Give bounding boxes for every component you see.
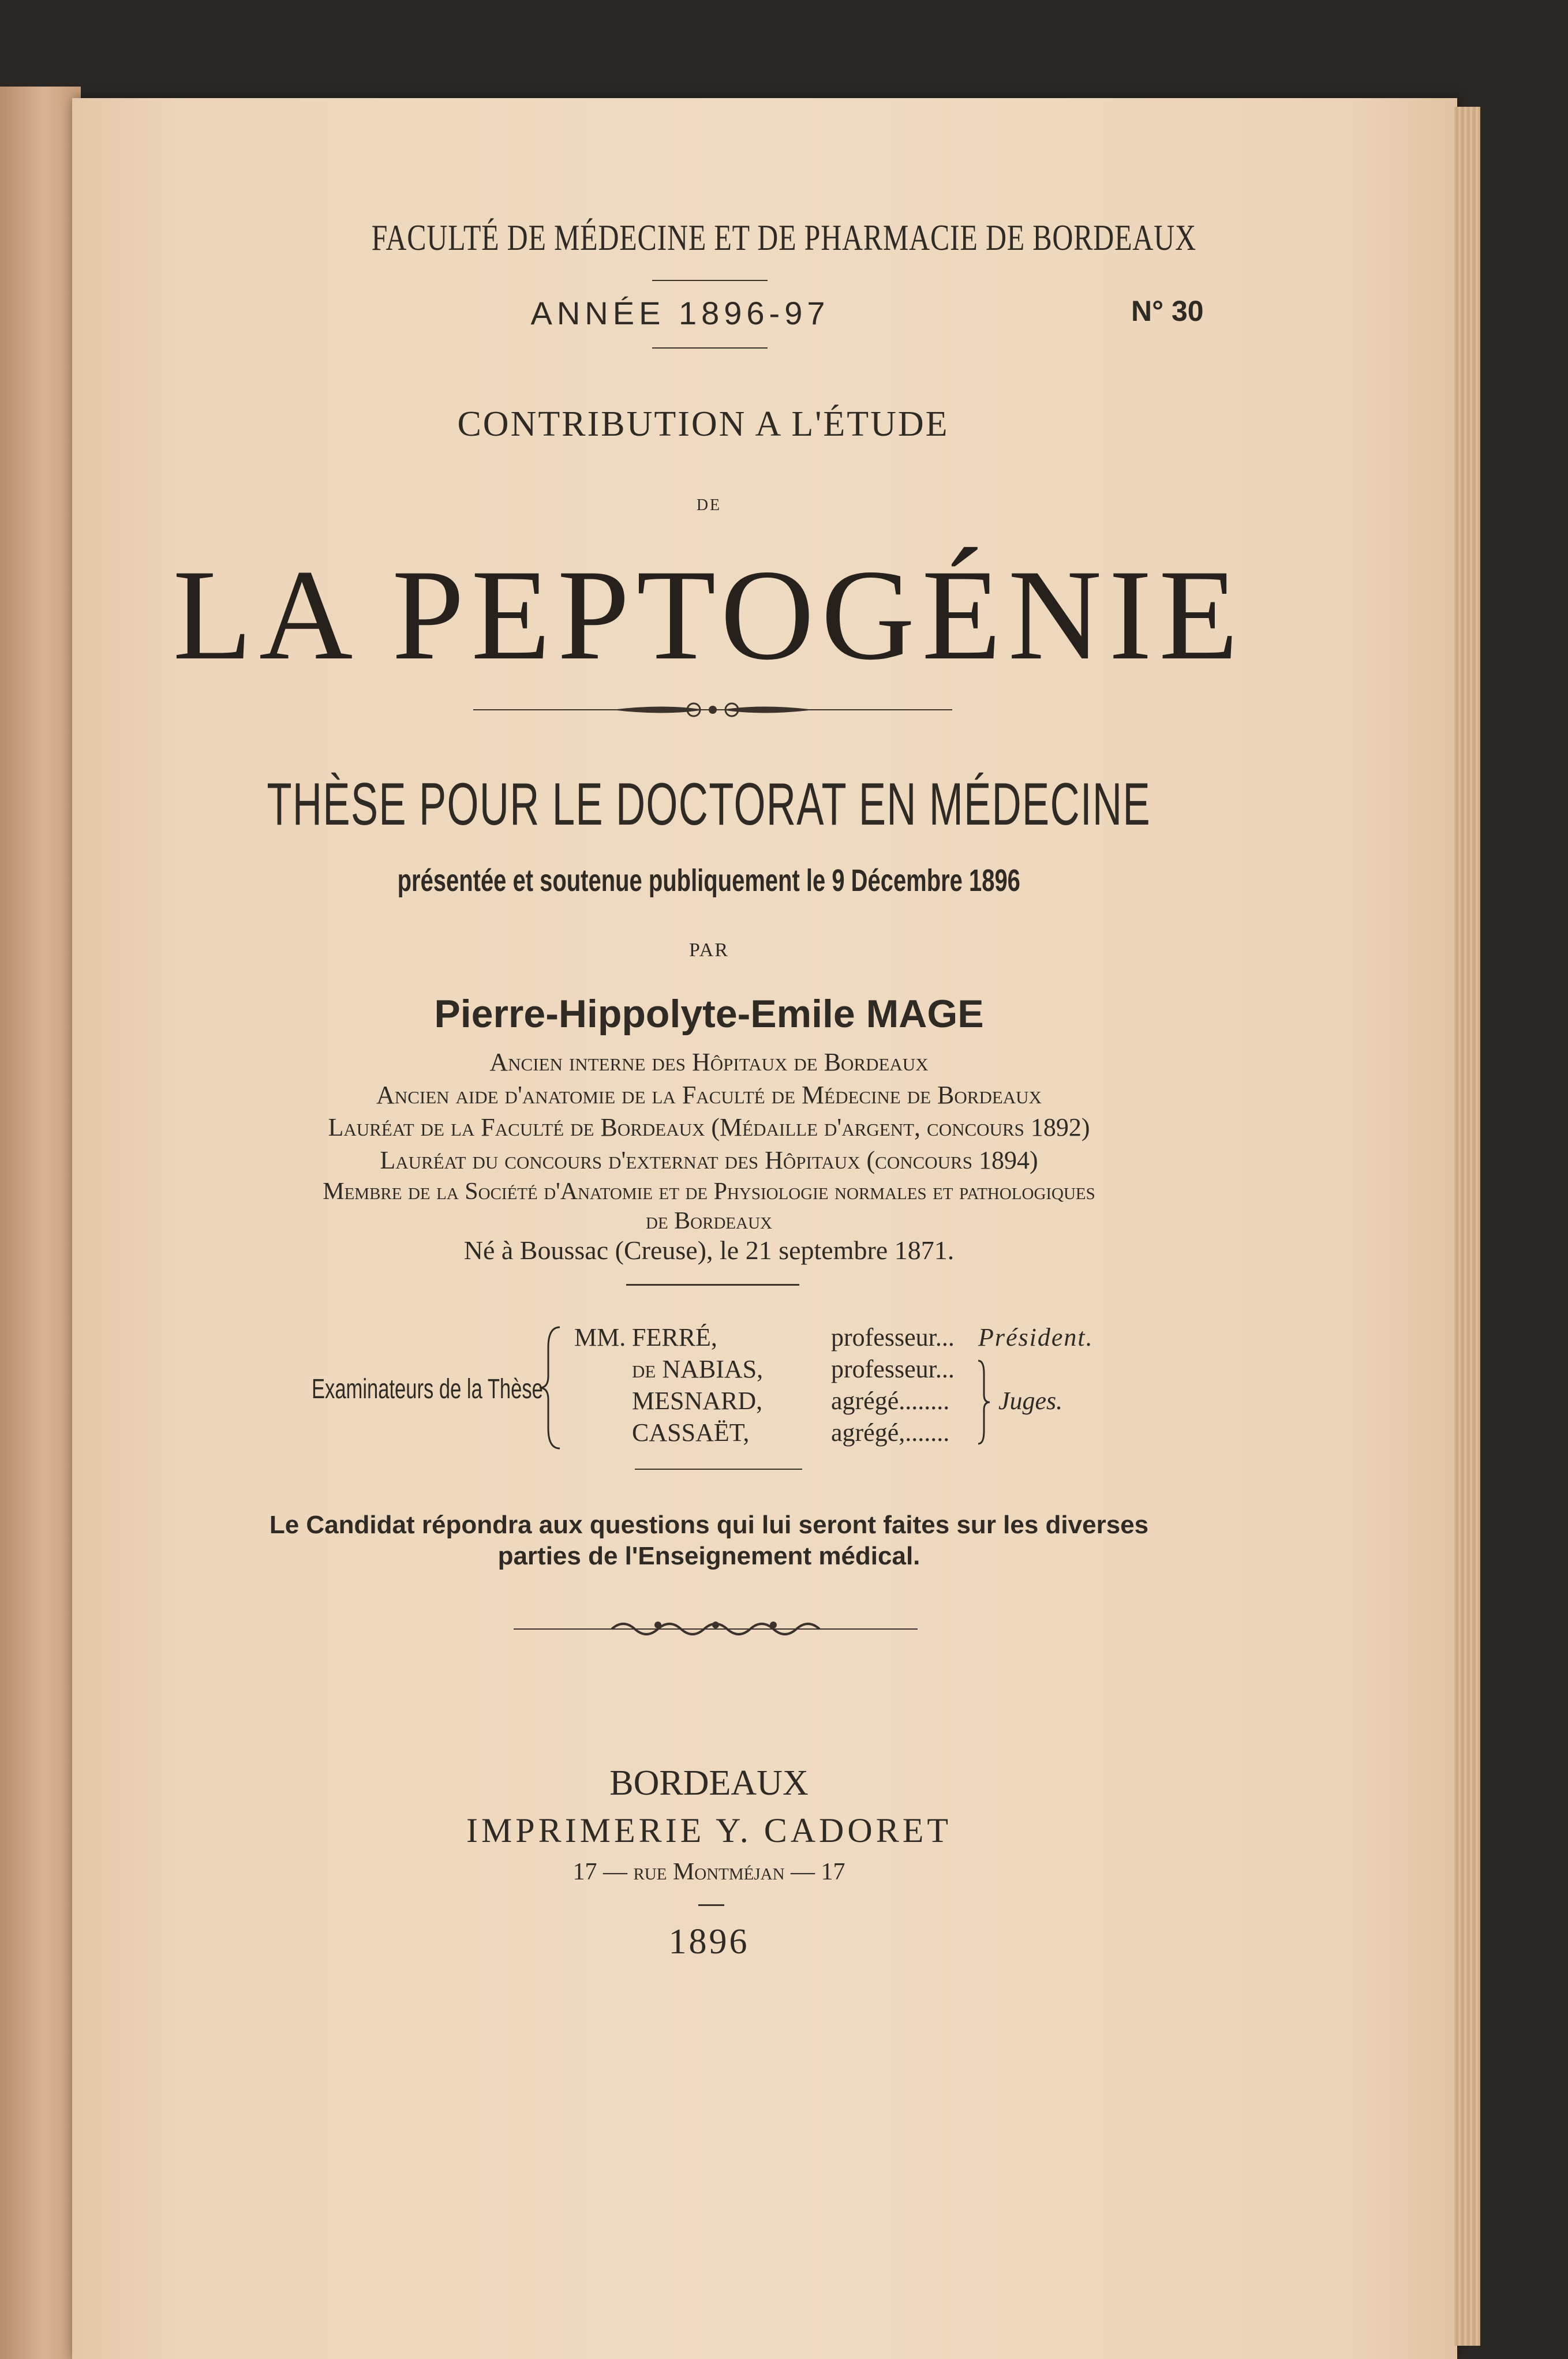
author-title-4: Lauréat du concours d'externat des Hôpitaux (concours 1894) [380, 1146, 1038, 1174]
year-line: ANNÉE 1896-97 [530, 295, 830, 331]
author-title-1: Ancien interne des Hôpitaux de Bordeaux [489, 1048, 929, 1076]
author-title-2: Ancien aide d'anatomie de la Faculté de Médecine de Bordeaux [376, 1081, 1042, 1109]
author-title-5: Membre de la Société d'Anatomie et de Physiologie normales et pathologiques [323, 1178, 1095, 1205]
ornament-divider-top [473, 695, 952, 724]
author-name: Pierre-Hippolyte-Emile MAGE [434, 992, 984, 1036]
examiner-role-4: agrégé,....... [831, 1418, 950, 1447]
examiner-name-4: CASSAËT, [632, 1418, 750, 1447]
examiner-name-1: FERRÉ, [632, 1323, 717, 1351]
background-top [0, 0, 1568, 101]
thesis-subheading: présentée et soutenue publiquement le 9 Décembre 1896 [397, 863, 1021, 898]
examiner-role-2: professeur... [831, 1355, 955, 1383]
imprint-year: 1896 [668, 1922, 750, 1961]
examiner-role-3: agrégé........ [831, 1387, 950, 1415]
imprint-address: 17 — rue Montméjan — 17 [572, 1859, 845, 1885]
rule-under-examiners [635, 1469, 802, 1470]
faculty-line: FACULTÉ DE MÉDECINE ET DE PHARMACIE DE BORDEAUX [371, 217, 1197, 258]
rule-under-faculty [652, 280, 768, 281]
author-birth: Né à Boussac (Creuse), le 21 septembre 1871. [463, 1235, 955, 1265]
rule-under-year [652, 347, 768, 349]
par: PAR [688, 939, 729, 961]
imprint-city: BORDEAUX [609, 1763, 809, 1803]
examiners-prefix: MM. [574, 1323, 626, 1351]
examiners-brace [537, 1324, 566, 1451]
rule-under-author [626, 1284, 799, 1286]
author-title-3: Lauréat de la Faculté de Bordeaux (Médaille d'argent, concours 1892) [328, 1113, 1090, 1141]
notice-line-1: Le Candidat répondra aux questions qui lui seront faites sur les diverses [269, 1511, 1149, 1539]
examiner-role-1: professeur... [831, 1323, 955, 1351]
main-title: LA PEPTOGÉNIE [173, 542, 1245, 687]
examiner-name-3: MESNARD, [632, 1387, 763, 1415]
examiner-name-2: de NABIAS, [632, 1355, 764, 1383]
title-contribution: CONTRIBUTION A L'ÉTUDE [457, 405, 949, 444]
judges-brace [975, 1359, 993, 1446]
imprint-printer: IMPRIMERIE Y. CADORET [466, 1811, 952, 1849]
rule-under-address [698, 1904, 724, 1906]
president-label: Président. [978, 1323, 1094, 1351]
ornament-divider-bottom [514, 1615, 918, 1643]
issue-number: N° 30 [1131, 295, 1204, 327]
notice-line-2: parties de l'Enseignement médical. [497, 1542, 920, 1570]
judges-label: Juges. [998, 1387, 1063, 1415]
thesis-heading: THÈSE POUR LE DOCTORAT EN MÉDECINE [267, 771, 1151, 838]
examiners-label: Examinateurs de la Thèse [312, 1374, 543, 1405]
author-title-6: de Bordeaux [646, 1208, 772, 1234]
title-de: DE [696, 496, 722, 514]
